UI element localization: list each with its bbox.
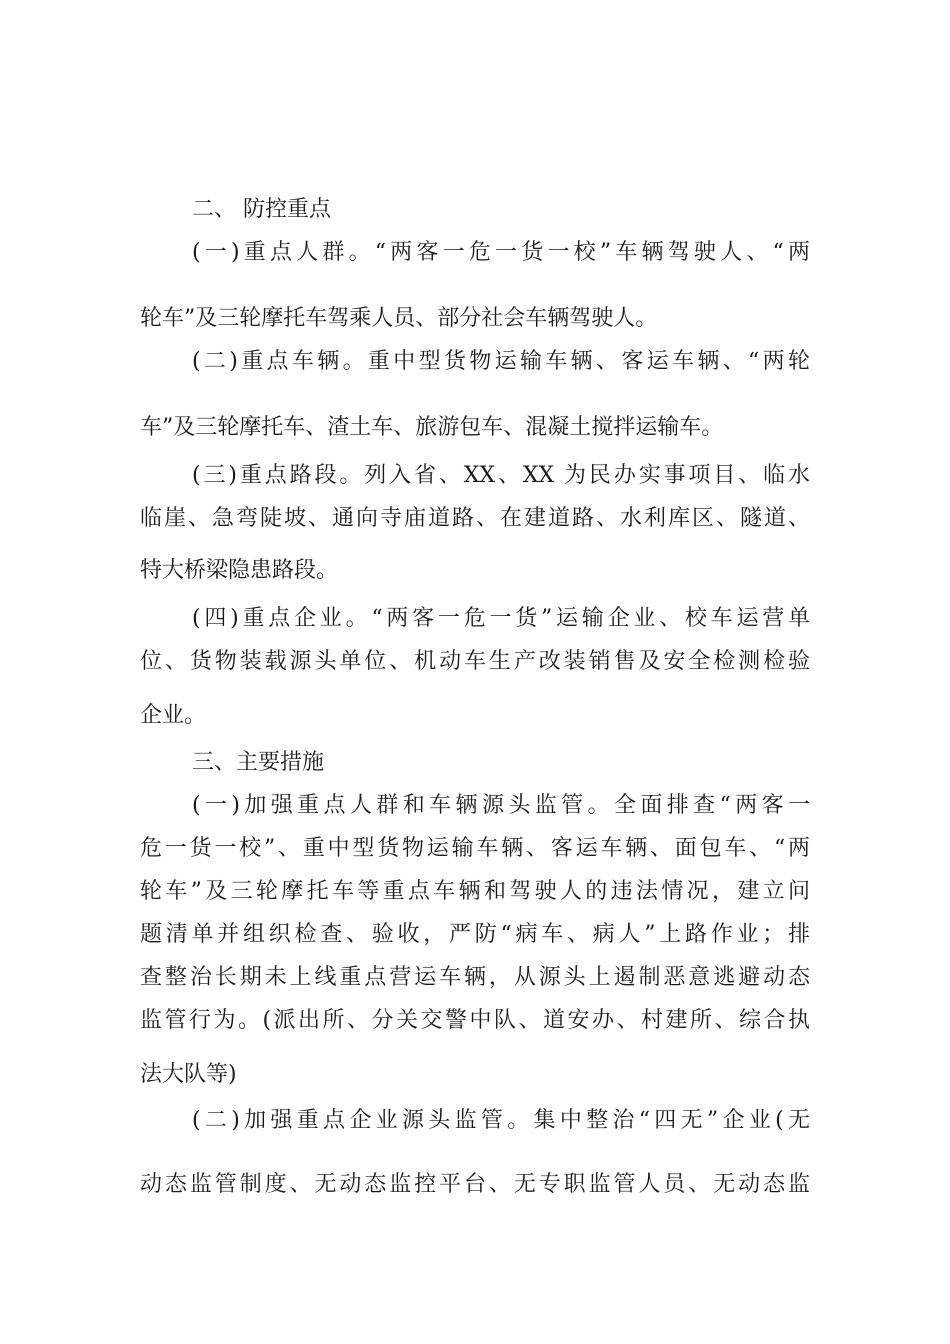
text-line: 车”及三轮摩托车、渣土车、旅游包车、混凝土搅拌运输车。 (140, 415, 724, 440)
text-line: (一)重点人群。“两客一危一货一校”车辆驾驶人、“两 (192, 240, 810, 265)
text-line: 动态监管制度、无动态监控平台、无专职监管人员、无动态监 (140, 1172, 810, 1197)
text-line: 轮车”及三轮摩托车驾乘人员、部分社会车辆驾驶人。 (140, 306, 658, 331)
text-line: 法大队等) (140, 1062, 237, 1087)
text-line: 临崖、急弯陡坡、通向寺庙道路、在建道路、水利库区、隧道、 (140, 506, 810, 531)
text-line: 查整治长期未上线重点营运车辆，从源头上遏制恶意逃避动态 (140, 965, 810, 990)
text-line: 危一货一校”、重中型货物运输车辆、客运车辆、面包车、“两 (140, 836, 810, 861)
text-line: 位、货物装载源头单位、机动车生产改装销售及安全检测检验 (140, 649, 810, 674)
text-line: 企业。 (140, 703, 207, 728)
text-line: 监管行为。(派出所、分关交警中队、道安办、村建所、综合执 (140, 1008, 810, 1033)
text-line: (二)加强重点企业源头监管。集中整治“四无”企业(无 (192, 1108, 810, 1133)
text-line: (一)加强重点人群和车辆源头监管。全面排查“两客一 (192, 793, 810, 818)
text-line: (三)重点路段。列入省、XX、XX 为民办实事项目、临水 (192, 463, 810, 488)
text-line: (二)重点车辆。重中型货物运输车辆、客运车辆、“两轮 (192, 349, 810, 374)
text-line: 轮车”及三轮摩托车等重点车辆和驾驶人的违法情况，建立问 (140, 879, 810, 904)
text-line: 三、主要措施 (192, 750, 325, 775)
text-line: (四)重点企业。“两客一危一货”运输企业、校车运营单 (192, 606, 810, 631)
text-line: 特大桥梁隐患路段。 (140, 558, 339, 583)
text-line: 题清单并组织检查、验收，严防“病车、病人”上路作业；排 (140, 922, 810, 947)
text-line: 二、 防控重点 (192, 197, 331, 222)
